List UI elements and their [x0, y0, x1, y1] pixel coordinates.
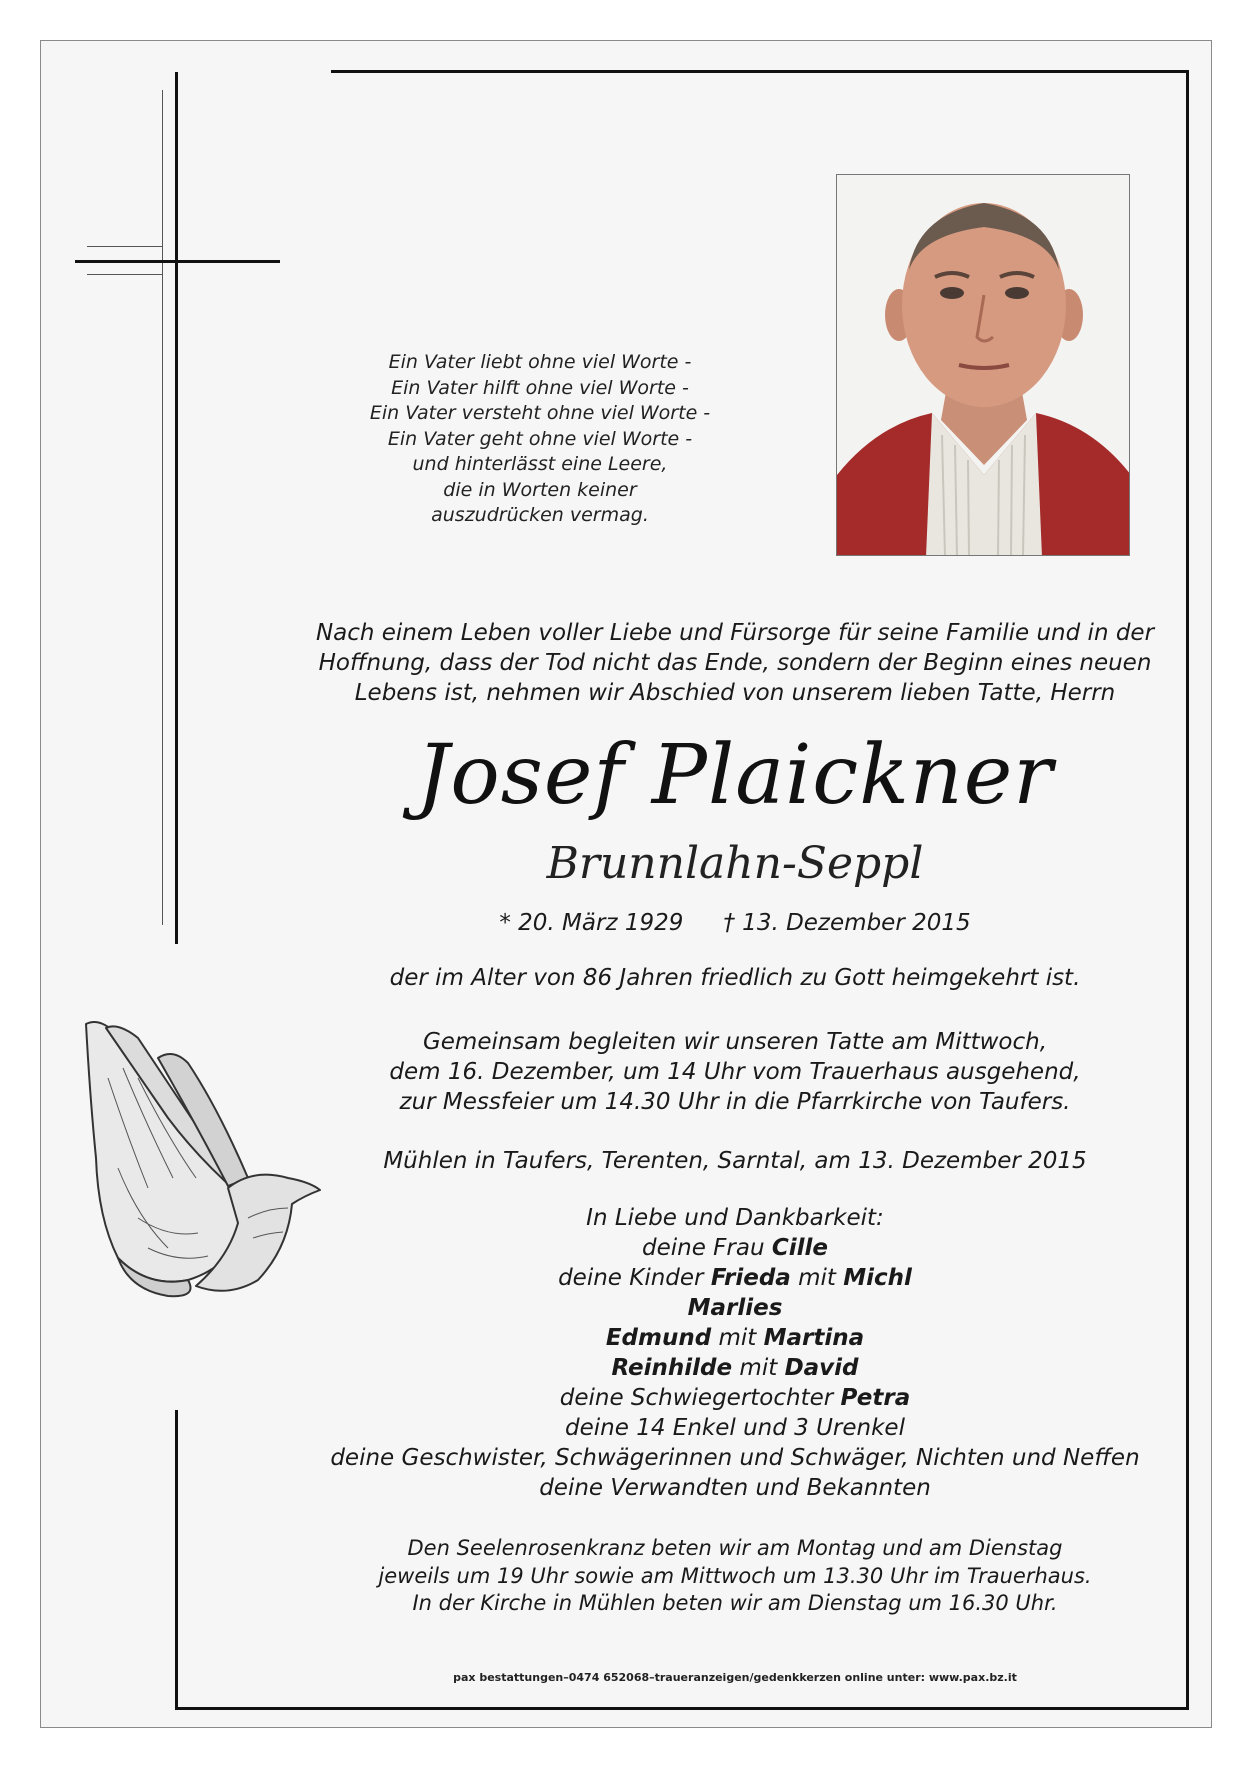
intro-line: Nach einem Leben voller Liebe und Fürsorge für seine Familie und in der	[315, 620, 1155, 646]
rosary-line: Den Seelenrosenkranz beten wir am Montag und am Dienstag	[407, 1536, 1063, 1560]
ceremony-line: dem 16. Dezember, um 14 Uhr vom Trauerhaus ausgehend,	[389, 1059, 1081, 1085]
mourner-line: deine Verwandten und Bekannten	[539, 1475, 931, 1501]
mourner-line: Marlies	[687, 1295, 783, 1321]
mourner-line: deine Geschwister, Schwägerinnen und Schwäger, Nichten und Neffen	[330, 1445, 1140, 1471]
portrait-photo	[836, 174, 1130, 556]
mourner-line: deine Schwiegertochter Petra	[559, 1385, 911, 1411]
mourner-line: deine 14 Enkel und 3 Urenkel	[565, 1415, 905, 1441]
mourner-line: deine Frau Cille	[642, 1235, 828, 1261]
deceased-nickname: Brunnlahn-Seppl	[546, 838, 924, 889]
footer-credit: pax bestattungen–0474 652068–traueranzeigen/gedenkkerzen online unter: www.pax.bz.it	[453, 1671, 1017, 1684]
poem-line: die in Worten keiner	[443, 478, 637, 501]
place-date	[310, 1146, 1160, 1176]
poem-line: Ein Vater hilft ohne viel Worte -	[391, 376, 689, 399]
place-date-text: Mühlen in Taufers, Terenten, Sarntal, am 13. Dezember 2015	[383, 1148, 1087, 1174]
intro-text	[310, 618, 1160, 708]
rosary-text	[310, 1535, 1160, 1618]
ceremony-line: Gemeinsam begleiten wir unseren Tatte am Mittwoch,	[422, 1029, 1048, 1055]
death-date: † 13. Dezember 2015	[723, 910, 971, 936]
poem-line: und hinterlässt eine Leere,	[412, 453, 668, 475]
mourner-line: Reinhilde mit David	[611, 1355, 859, 1381]
rosary-line: jeweils um 19 Uhr sowie am Mittwoch um 13.30 Uhr im Trauerhaus.	[378, 1563, 1092, 1588]
poem-line: Ein Vater liebt ohne viel Worte -	[388, 351, 692, 373]
deceased-name: Josef Plaickner	[416, 728, 1054, 823]
poem-line: auszudrücken vermag.	[431, 504, 649, 526]
frame-line-right	[1186, 70, 1189, 1710]
poem	[340, 350, 740, 529]
mourner-line: Edmund mit Martina	[605, 1325, 865, 1351]
poem-line: Ein Vater versteht ohne viel Worte -	[369, 402, 711, 424]
mourners-list	[310, 1203, 1160, 1503]
thanks-heading: In Liebe und Dankbarkeit:	[586, 1205, 884, 1231]
age-line-text: der im Alter von 86 Jahren friedlich zu Gott heimgekehrt ist.	[389, 965, 1081, 991]
ceremony-line: zur Messfeier um 14.30 Uhr in die Pfarrkirche von Taufers.	[399, 1089, 1071, 1115]
praying-hands-icon	[78, 1018, 323, 1298]
frame-line-top	[331, 70, 1189, 73]
frame-line-bottom	[175, 1707, 1189, 1710]
rosary-line: In der Kirche in Mühlen beten wir am Dienstag um 16.30 Uhr.	[412, 1591, 1058, 1615]
ceremony-text	[310, 1027, 1160, 1117]
frame-line-left-lower	[175, 1410, 178, 1710]
mourner-line: deine Kinder Frieda mit Michl	[558, 1265, 912, 1291]
intro-line: Lebens ist, nehmen wir Abschied von unserem lieben Tatte, Herrn	[354, 680, 1116, 706]
birth-date: * 20. März 1929	[499, 910, 684, 936]
intro-line: Hoffnung, dass der Tod nicht das Ende, sondern der Beginn eines neuen	[318, 650, 1152, 676]
life-dates	[310, 908, 1160, 938]
poem-line: Ein Vater geht ohne viel Worte -	[387, 427, 693, 450]
age-line	[310, 963, 1160, 993]
